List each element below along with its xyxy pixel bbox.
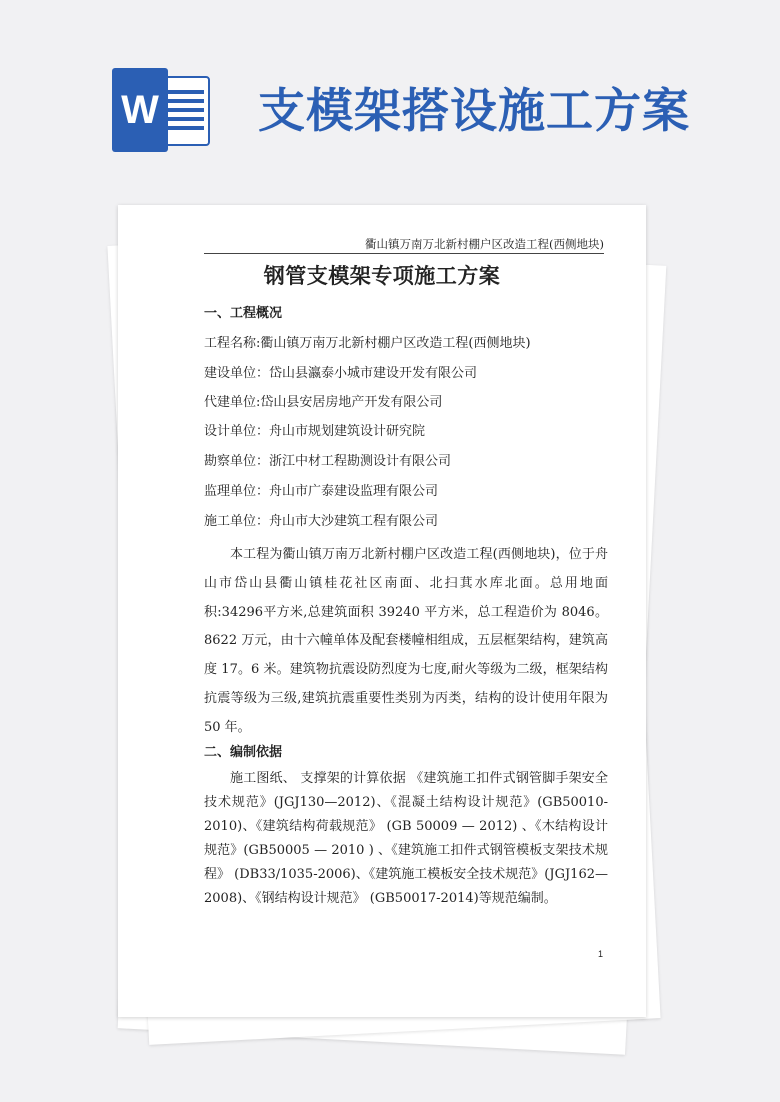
banner-title: 支模架搭设施工方案 (258, 84, 690, 139)
section-heading-basis: 二、编制依据 (204, 745, 283, 760)
basis-paragraph: 施工图纸、 支撑架的计算依据 《建筑施工扣件式钢管脚手架安全技术规范》(JGJ130—2012)、《混凝土结构设计规范》(GB50010-2010)、《建筑结构荷载规范》 (GB 50009 — 2012) 、《木结构设计规范》(GB50005 — 2010 ) 、《建筑施工扣件式钢管模板支架技术规程》 (DB33/1035-2006)、《建筑施工模板安全技术规范》(JGJ162—2008)、《钢结构设计规范》 (GB50017-2014)等规范编制。 (204, 771, 608, 906)
document-title: 钢管支模架专项施工方案 (263, 264, 501, 288)
running-header: 衢山镇万南万北新村棚户区改造工程(西侧地块) (204, 236, 604, 254)
word-icon (108, 68, 212, 152)
info-row-owner: 建设单位：岱山县瀛泰小城市建设开发有限公司 (204, 366, 478, 381)
word-icon-letter: W (112, 68, 168, 152)
info-row-surveyor: 勘察单位：浙江中材工程勘测设计有限公司 (204, 454, 452, 469)
info-row-designer: 设计单位：舟山市规划建筑设计研究院 (204, 424, 426, 439)
info-row-contractor: 施工单位：舟山市大沙建筑工程有限公司 (204, 514, 439, 529)
info-row-agent: 代建单位:岱山县安居房地产开发有限公司 (204, 395, 443, 410)
info-row-project-name: 工程名称:衢山镇万南万北新村棚户区改造工程(西侧地块) (204, 336, 531, 351)
section-heading-overview: 一、工程概况 (204, 306, 283, 321)
document-page (118, 205, 646, 1017)
banner (0, 0, 780, 190)
info-row-supervisor: 监理单位：舟山市广泰建设监理有限公司 (204, 484, 439, 499)
overview-paragraph: 本工程为衢山镇万南万北新村棚户区改造工程(西侧地块)，位于舟山市岱山县衢山镇桂花社区南面、北扫萁水库北面。总用地面积:34296平方米,总建筑面积 39240 平方米，总工程造价为 8046。8622 万元，由十六幢单体及配套楼幢相组成，五层框架结构，建筑高度 17。6 米。建筑物抗震设防烈度为七度,耐火等级为二级，框架结构抗震等级为三级,建筑抗震重要性类别为丙类，结构的设计使用年限为 50 年。 (204, 547, 608, 735)
page-number: 1 (598, 949, 604, 959)
